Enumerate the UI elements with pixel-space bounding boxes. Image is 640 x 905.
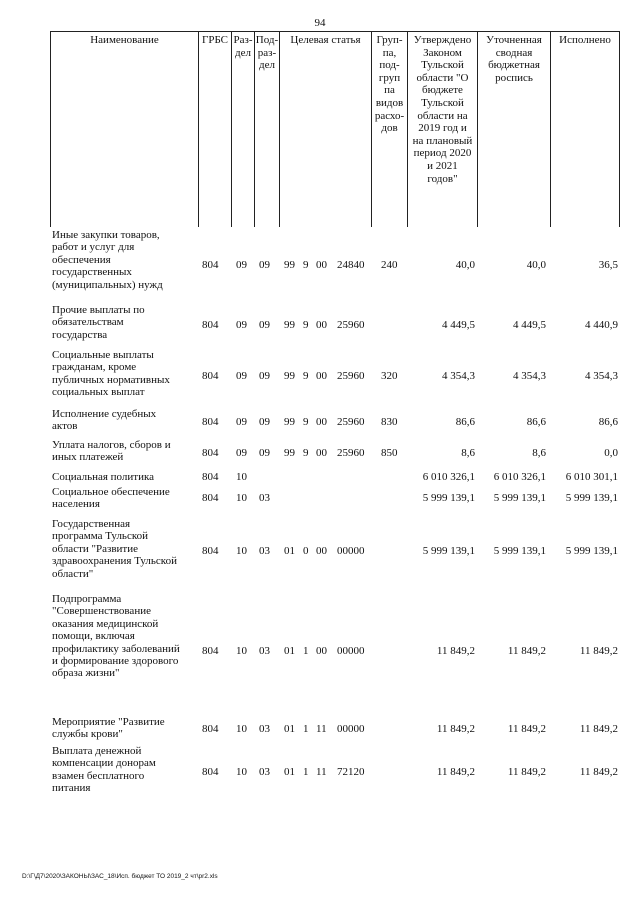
cell-approved: 11 849,2 [436, 645, 475, 657]
header-approved: Утверждено Законом Тульской области "О бюджете Тульской области на 2019 год и на плановый период 2020 и 2021 годов" [412, 34, 473, 185]
cell-refined: 8,6 [532, 447, 546, 459]
row-name: Подпрограмма "Совершенствование оказания медицинской помощи, включая профилактику заболеваний и формирование здорового образа жизни" [52, 593, 180, 680]
cell-executed: 5 999 139,1 [565, 545, 618, 557]
cell-refined: 5 999 139,1 [493, 545, 546, 557]
cell-target-3: 00 [316, 447, 327, 459]
header-refined: Уточненная сводная бюджетная роспись [486, 34, 542, 84]
cell-target-3: 00 [316, 370, 327, 382]
row-name: Социальная политика [52, 471, 155, 483]
cell-target-4: 25960 [337, 447, 365, 459]
cell-podrazdel: 09 [259, 319, 270, 331]
cell-refined: 11 849,2 [507, 766, 546, 778]
cell-approved: 5 999 139,1 [422, 545, 475, 557]
cell-razdel: 09 [236, 416, 247, 428]
cell-target-1: 01 [284, 545, 295, 557]
cell-executed: 36,5 [598, 259, 618, 271]
cell-grbs: 804 [202, 447, 219, 459]
cell-group: 830 [381, 416, 398, 428]
cell-executed: 5 999 139,1 [565, 492, 618, 504]
cell-approved: 11 849,2 [436, 766, 475, 778]
cell-grbs: 804 [202, 723, 219, 735]
cell-razdel: 10 [236, 766, 247, 778]
header-podrazdel: Под- раз- дел [255, 34, 279, 72]
cell-target-1: 99 [284, 319, 295, 331]
cell-target-4: 25960 [337, 416, 365, 428]
cell-grbs: 804 [202, 471, 219, 483]
cell-grbs: 804 [202, 259, 219, 271]
header-group: Груп- па, под- груп па видов расхо- дов [374, 34, 405, 135]
row-name: Мероприятие "Развитие службы крови" [52, 716, 165, 741]
cell-target-1: 01 [284, 645, 295, 657]
cell-target-2: 1 [303, 645, 309, 657]
cell-target-4: 25960 [337, 319, 365, 331]
cell-approved: 4 449,5 [442, 319, 475, 331]
cell-razdel: 10 [236, 645, 247, 657]
cell-executed: 4 354,3 [585, 370, 618, 382]
row-name: Уплата налогов, сборов и иных платежей [52, 439, 171, 464]
cell-target-3: 00 [316, 545, 327, 557]
cell-executed: 4 440,9 [585, 319, 618, 331]
cell-executed: 11 849,2 [579, 645, 618, 657]
cell-razdel: 10 [236, 471, 247, 483]
row-name: Иные закупки товаров, работ и услуг для обеспечения государственных (муниципальных) нужд [52, 229, 163, 291]
cell-target-3: 11 [316, 766, 327, 778]
header-target: Целевая статья [290, 34, 361, 46]
cell-executed: 11 849,2 [579, 723, 618, 735]
cell-razdel: 09 [236, 319, 247, 331]
cell-target-4: 00000 [337, 723, 365, 735]
row-name: Социальные выплаты гражданам, кроме публичных нормативных социальных выплат [52, 349, 170, 399]
cell-approved: 6 010 326,1 [422, 471, 475, 483]
cell-podrazdel: 09 [259, 370, 270, 382]
cell-podrazdel: 09 [259, 447, 270, 459]
cell-target-3: 00 [316, 319, 327, 331]
row-name: Государственная программа Тульской области "Развитие здравоохранения Тульской области" [52, 518, 177, 580]
cell-target-2: 1 [303, 766, 309, 778]
cell-razdel: 09 [236, 259, 247, 271]
cell-target-2: 1 [303, 723, 309, 735]
cell-target-2: 9 [303, 319, 309, 331]
cell-approved: 5 999 139,1 [422, 492, 475, 504]
cell-refined: 11 849,2 [507, 723, 546, 735]
cell-target-1: 01 [284, 723, 295, 735]
cell-grbs: 804 [202, 370, 219, 382]
cell-refined: 6 010 326,1 [493, 471, 546, 483]
cell-refined: 4 449,5 [513, 319, 546, 331]
cell-grbs: 804 [202, 319, 219, 331]
cell-target-2: 9 [303, 259, 309, 271]
cell-podrazdel: 03 [259, 545, 270, 557]
cell-group: 850 [381, 447, 398, 459]
row-name: Исполнение судебных актов [52, 408, 157, 433]
cell-podrazdel: 03 [259, 645, 270, 657]
cell-target-1: 99 [284, 370, 295, 382]
cell-razdel: 09 [236, 370, 247, 382]
cell-podrazdel: 09 [259, 259, 270, 271]
row-name: Прочие выплаты по обязательствам государства [52, 304, 145, 341]
cell-executed: 6 010 301,1 [565, 471, 618, 483]
cell-razdel: 10 [236, 492, 247, 504]
cell-target-3: 11 [316, 723, 327, 735]
header-grbs: ГРБС [201, 34, 229, 46]
row-name: Выплата денежной компенсации донорам взамен бесплатного питания [52, 745, 156, 795]
cell-razdel: 10 [236, 723, 247, 735]
cell-approved: 40,0 [455, 259, 475, 271]
header-razdel: Раз- дел [233, 34, 253, 59]
row-name: Социальное обеспечение населения [52, 486, 170, 511]
cell-executed: 86,6 [598, 416, 618, 428]
cell-target-4: 72120 [337, 766, 365, 778]
cell-refined: 86,6 [526, 416, 546, 428]
cell-podrazdel: 09 [259, 416, 270, 428]
header-executed: Исполнено [559, 34, 611, 46]
cell-executed: 11 849,2 [579, 766, 618, 778]
cell-grbs: 804 [202, 766, 219, 778]
cell-grbs: 804 [202, 492, 219, 504]
cell-podrazdel: 03 [259, 723, 270, 735]
cell-approved: 86,6 [455, 416, 475, 428]
cell-target-1: 99 [284, 447, 295, 459]
cell-razdel: 09 [236, 447, 247, 459]
cell-target-1: 99 [284, 259, 295, 271]
cell-target-4: 25960 [337, 370, 365, 382]
cell-grbs: 804 [202, 416, 219, 428]
cell-grbs: 804 [202, 545, 219, 557]
cell-target-4: 24840 [337, 259, 365, 271]
cell-target-2: 9 [303, 416, 309, 428]
cell-podrazdel: 03 [259, 492, 270, 504]
cell-grbs: 804 [202, 645, 219, 657]
cell-target-3: 00 [316, 259, 327, 271]
file-path-footer: D:\Г\Д7\2020\ЗАКОНЫ\ЗАС_18\Исп. бюджет ТО 2019_2 чт\pr2.xls [22, 873, 218, 880]
cell-refined: 4 354,3 [513, 370, 546, 382]
cell-approved: 4 354,3 [442, 370, 475, 382]
cell-target-2: 0 [303, 545, 309, 557]
cell-podrazdel: 03 [259, 766, 270, 778]
page-number: 94 [314, 17, 326, 29]
cell-executed: 0,0 [604, 447, 618, 459]
cell-refined: 11 849,2 [507, 645, 546, 657]
cell-target-3: 00 [316, 645, 327, 657]
cell-target-4: 00000 [337, 545, 365, 557]
cell-refined: 40,0 [526, 259, 546, 271]
cell-target-2: 9 [303, 370, 309, 382]
cell-target-3: 00 [316, 416, 327, 428]
cell-target-1: 01 [284, 766, 295, 778]
cell-target-4: 00000 [337, 645, 365, 657]
cell-approved: 11 849,2 [436, 723, 475, 735]
cell-razdel: 10 [236, 545, 247, 557]
cell-refined: 5 999 139,1 [493, 492, 546, 504]
cell-target-2: 9 [303, 447, 309, 459]
cell-target-1: 99 [284, 416, 295, 428]
cell-approved: 8,6 [461, 447, 475, 459]
header-name: Наименование [90, 34, 159, 46]
cell-group: 320 [381, 370, 398, 382]
cell-group: 240 [381, 259, 398, 271]
